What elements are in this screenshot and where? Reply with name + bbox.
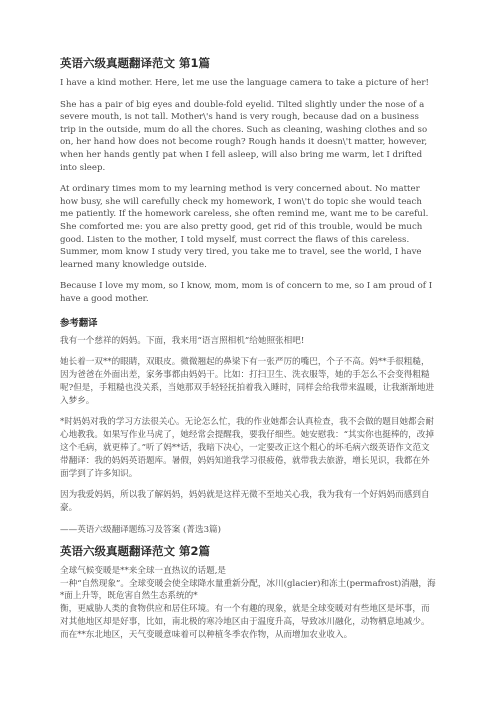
reference-translation-heading: 参考翻译 bbox=[60, 317, 98, 329]
article2-line-1: 全球气候变暖是**来全球一直热议的话题,是 bbox=[60, 565, 227, 576]
article1-english bbox=[60, 77, 436, 306]
article1-paragraph-3: At ordinary times mom to my learning method is very concerned about. No matter how busy, she will carefully check my homework, I won\'t do topic she would teach me patiently. If the homework careless, she often remind me, want me to be careful. She comforted me: you are also pretty good, get rid of this trouble, would be much good. Listen to the mother, I told myself, must correct the flaws of this careless. Summer, mom know I study very tired, you take me to travel, see the world, I have learned many knowledge outside. bbox=[60, 184, 429, 270]
translation-paragraph-3: *时妈妈对我的学习方法很关心。无论怎么忙，我的作业她都会认真检查，我不会做的题目她都会耐心地教我。如果写作业马虎了，她经常会提醒我，要我仔细些。她安慰我：“其实你也挺棒的，改掉这个毛病，就更棒了。”听了妈**话，我暗下决心，一定要改正这个粗心的坏毛病六级英语作文范文带翻译：我的妈妈英语题库。暑假，妈妈知道我学习很疲倦，就带我去旅游，增长见识，我都在外面学到了许多知识。 bbox=[60, 417, 434, 479]
article2-body bbox=[60, 565, 436, 642]
article2-line-2: 一种“自然现象”。全球变暖会使全球降水量重新分配，冰川(glacier)和冻土(permafrost)消融，海*面上升等，既危害自然生态系统的* bbox=[60, 578, 436, 602]
translation-paragraph-1: 我有一个慈祥的妈妈。下面，我来用“语言照相机”给她照张相吧! bbox=[60, 335, 305, 346]
article1-title: 英语六级真题翻译范文 第1篇 bbox=[60, 56, 211, 70]
article1-paragraph-2: She has a pair of big eyes and double-fold eyelid. Tilted slightly under the nose of a severe mouth, is not tall. Mother\'s hand is very rough, because dad on a business trip in the outside, mum do all the chores. Such as cleaning, washing clothes and so on, her hand how does not become rough? Rough hands it doesn\'t matter, however, when her hands gently pat when I fell asleep, will also bring me warm, let I drifted into sleep. bbox=[60, 99, 428, 173]
source-line: ——英语六级翻译题练习及答案 (菁选3篇) bbox=[60, 525, 221, 536]
article2-line-3: 衡，更威胁人类的食物供应和居住环境。有一个有趣的现象，就是全球变暖对有些地区是坏事，而对其他地区却是好事，比如，南北极的寒冷地区由于温度升高，导致冰川融化，动物栖息地减少。而在**东北地区，天气变暖意味着可以种植冬季农作物，从而增加农业收入。 bbox=[60, 604, 430, 640]
article2-title: 英语六级真题翻译范文 第2篇 bbox=[60, 543, 211, 558]
article1-paragraph-1: I have a kind mother. Here, let me use the language camera to take a picture of her! bbox=[60, 78, 429, 88]
article1-translation bbox=[60, 335, 436, 537]
translation-paragraph-2: 她长着一双**的眼睛，双眼皮。微微翘起的鼻梁下有一张严厉的嘴巴，个子不高。妈**手很粗糙，因为爸爸在外面出差，家务事都由妈妈干。比如：打扫卫生、洗衣服等，她的手怎么不会变得粗糙呢?但是，手粗糙也没关系，当她那双手轻轻抚拍着我入睡时，同样会给我带来温暖，让我渐渐地进入梦乡。 bbox=[60, 357, 435, 406]
article1-paragraph-4: Because I love my mom, so I know, mom, mom is of concern to me, so I am proud of I have a good mother. bbox=[60, 281, 433, 304]
translation-paragraph-4: 因为我爱妈妈，所以我了解妈妈，妈妈就是这样无微不至地关心我，我为我有一个好妈妈而感到自豪。 bbox=[60, 490, 430, 514]
